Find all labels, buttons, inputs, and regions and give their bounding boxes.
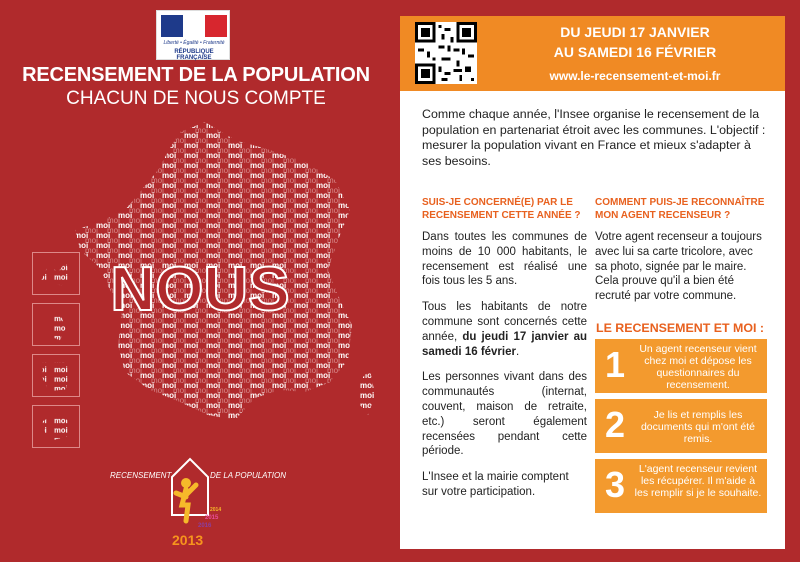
concerned-column bbox=[422, 230, 587, 511]
step-number: 3 bbox=[605, 464, 626, 505]
marianne-logo bbox=[156, 10, 230, 60]
question-recognize-agent-heading: COMMENT PUIS-JE RECONNAÎTRE MON AGENT RECENSEUR ? bbox=[595, 197, 765, 221]
agent-column bbox=[595, 230, 765, 304]
qr-code-icon[interactable] bbox=[415, 22, 477, 84]
date-start: DU JEUDI 17 JANVIER bbox=[560, 24, 710, 40]
concerned-paragraph-1: Dans toutes les communes de moins de 10 000 habitants, le recensement est réalisé une fois tous les 5 ans. bbox=[422, 231, 587, 288]
step-number: 1 bbox=[605, 344, 626, 385]
intro-paragraph: Comme chaque année, l'Insee organise le recensement de la population en partenariat étroit avec les communes. L'objectif : mesurer la population vivant en France et mieux s'adapter à ses besoins. bbox=[422, 107, 766, 168]
republic-motto: Liberté • Égalité • Fraternité bbox=[163, 40, 225, 46]
inset-guyane bbox=[32, 354, 80, 397]
step-text: Un agent recenseur vient chez moi et dépose les questionnaires du recensement. bbox=[639, 343, 757, 391]
census-and-me-heading: LE RECENSEMENT ET MOI : bbox=[596, 321, 764, 335]
left-panel bbox=[0, 0, 392, 562]
concerned-dates: du jeudi 17 janvier au samedi 16 février bbox=[422, 330, 587, 358]
step-number: 2 bbox=[605, 404, 626, 445]
date-end: AU SAMEDI 16 FÉVRIER bbox=[553, 44, 717, 60]
france-word-map bbox=[30, 110, 390, 450]
step-text: Je lis et remplis les documents qui m'ont été remis. bbox=[640, 409, 756, 445]
census-logo bbox=[110, 455, 300, 550]
inset-guadeloupe bbox=[32, 252, 80, 295]
corsica-shape bbox=[360, 370, 375, 415]
logo-small-year-2014: 2014 bbox=[210, 507, 222, 513]
map-center-word: NOUS bbox=[110, 255, 290, 324]
logo-year: 2013 bbox=[172, 532, 204, 548]
step-2 bbox=[595, 399, 767, 453]
logo-small-year-2015: 2015 bbox=[205, 515, 219, 521]
logo-text-right: DE LA POPULATION bbox=[210, 471, 287, 480]
question-concerned-heading: SUIS-JE CONCERNÉ(E) PAR LE RECENSEMENT CETTE ANNÉE ? bbox=[422, 197, 581, 221]
page-title: RECENSEMENT DE LA POPULATION bbox=[22, 64, 370, 86]
right-panel bbox=[400, 16, 785, 549]
tricolor-flag-icon bbox=[161, 15, 227, 37]
logo-text-left: RECENSEMENT bbox=[110, 471, 172, 480]
page-subtitle: CHACUN DE NOUS COMPTE bbox=[66, 88, 326, 109]
overseas-insets bbox=[32, 252, 84, 437]
concerned-paragraph-3: Les personnes vivant dans des communautés (internat, couvent, maison de retraite, etc.) seront également recensées pendant cette période. bbox=[422, 371, 587, 458]
inset-reunion bbox=[32, 405, 80, 448]
date-banner bbox=[400, 16, 785, 91]
step-3 bbox=[595, 459, 767, 513]
concerned-paragraph-2: Tous les habitants de notre commune sont concernés cette année, du jeudi 17 janvier au samedi 16 février. bbox=[422, 301, 587, 358]
logo-small-year-2016: 2016 bbox=[198, 523, 212, 529]
website-link[interactable]: www.le-recensement-et-moi.fr bbox=[549, 69, 721, 83]
step-text: L'agent recenseur revient les récupérer. Il m'aide à les remplir si je le souhaite. bbox=[634, 463, 762, 499]
inset-martinique bbox=[32, 303, 80, 346]
concerned-paragraph-4: L'Insee et la mairie comptent sur votre participation. bbox=[422, 471, 569, 498]
agent-paragraph: Votre agent recenseur a toujours avec lui sa carte tricolore, avec sa photo, signée par le maire. Cela prouve qu'il a bien été recruté par votre commune. bbox=[595, 231, 762, 303]
step-1 bbox=[595, 339, 767, 393]
republic-name: RÉPUBLIQUE FRANÇAISE bbox=[174, 49, 214, 61]
